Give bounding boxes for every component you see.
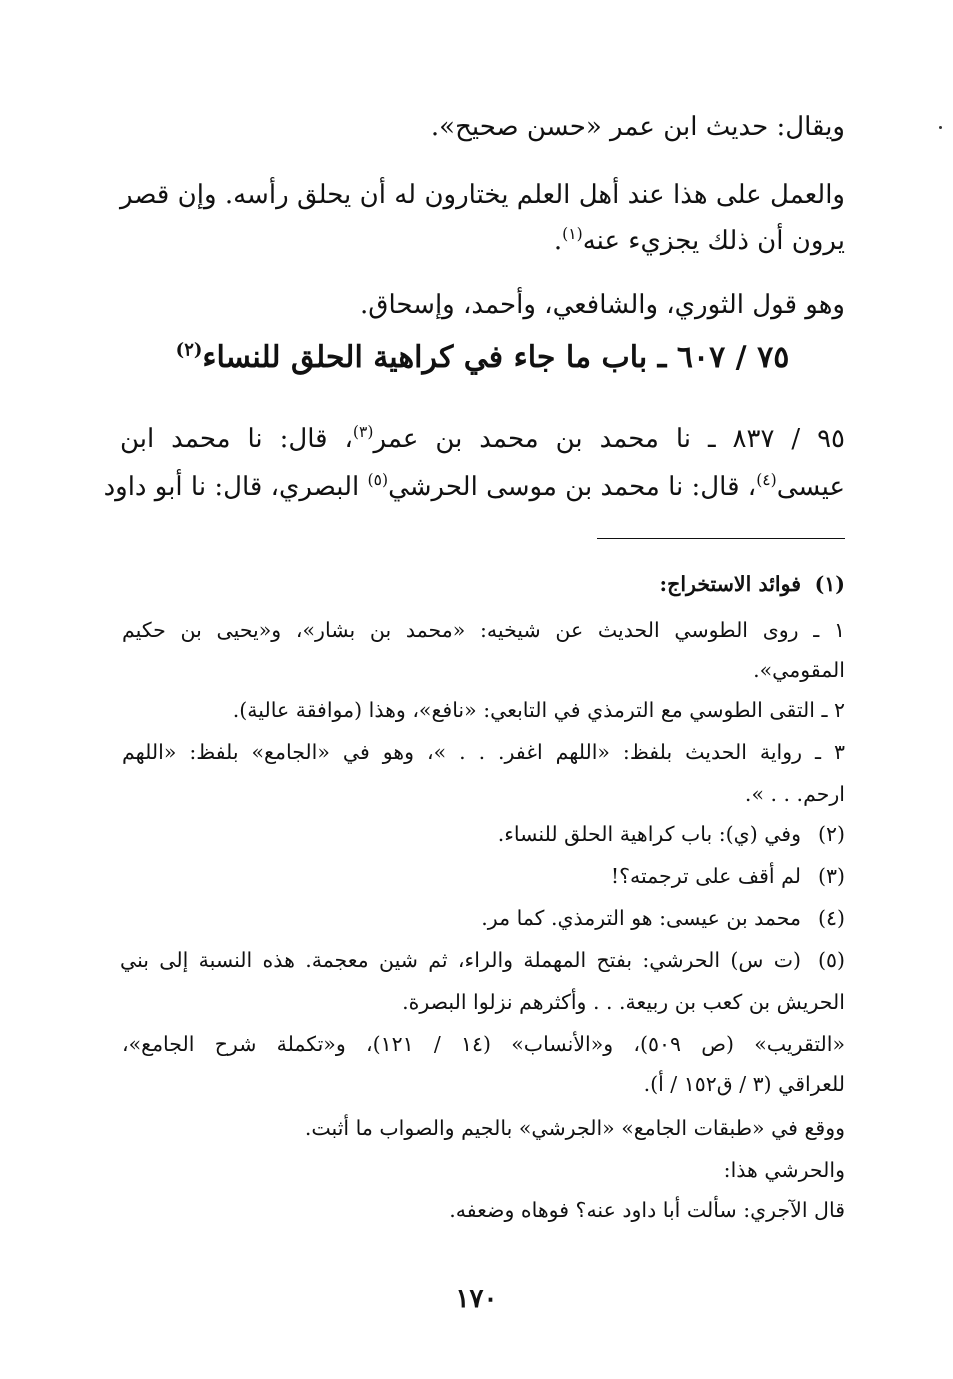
footnote-5-line-7: قال الآجري: سألت أبا داود عنه؟ فوهاه وضعفه. (449, 1198, 845, 1222)
footnote-divider (597, 538, 845, 539)
footnote-3-number: (٣) (817, 864, 845, 888)
main-line-3 (554, 226, 845, 256)
main-line-1: ويقال: حديث ابن عمر «حسن صحيح». (430, 112, 845, 142)
footnote-ref-4: (٤) (756, 470, 777, 489)
main-line-4: وهو قول الثوري، والشافعي، وأحمد، وإسحاق. (360, 290, 845, 320)
footnote-3-text: لم أقف على ترجمته؟! (610, 864, 801, 888)
margin-mark (939, 126, 942, 129)
footnote-5 (120, 948, 845, 978)
footnote-5-line-6: والحرشي هذا: (723, 1158, 845, 1182)
chapter-heading-text: ٧٥ / ٦٠٧ ـ باب ما جاء في كراهية الحلق للنساء (202, 340, 790, 375)
footnote-5-number: (٥) (817, 948, 845, 972)
footnote-1-item-1-line-1: ١ ـ روى الطوسي الحديث عن شيخيه: «محمد بن بشار»، و«يحيى بن حكيم (122, 618, 845, 642)
main-line-5-text-b: ، قال: نا محمد ابن (120, 424, 353, 454)
main-line-3-text: يرون أن ذلك يجزيء عنه (582, 226, 845, 256)
footnote-4-number: (٤) (817, 906, 845, 930)
footnote-1-number: (١) (814, 572, 845, 596)
main-line-5 (120, 424, 845, 454)
main-line-2: والعمل على هذا عند أهل العلم يختارون له أن يحلق رأسه. وإن قصر (120, 180, 845, 210)
footnote-5-line-2: الحريش بن كعب بن ربيعة. . . وأكثرهم نزلوا البصرة. (402, 990, 845, 1014)
footnote-1-title: فوائد الاستخراج: (659, 572, 801, 596)
footnote-5-line-4: للعراقي (٣ / ق١٥٢ / أ). (643, 1072, 845, 1096)
footnote-1-item-3-line-2: ارحم. . . ». (744, 782, 845, 806)
footnote-4-text: محمد بن عيسى: هو الترمذي. كما مر. (481, 906, 801, 930)
footnote-ref-5: (٥) (367, 470, 389, 489)
footnote-2-text: وفي (ي): باب كراهية الحلق للنساء. (497, 822, 801, 846)
main-line-6 (103, 470, 845, 502)
footnote-2-number: (٢) (817, 822, 845, 846)
main-line-5-text-a: ٩٥ / ٨٣٧ ـ نا محمد بن محمد بن عمر (373, 424, 845, 454)
footnote-1-item-3-line-1: ٣ ـ رواية الحديث بلفظ: «اللهم اغفر. . . »، وهو في «الجامع» بلفظ: «اللهم (122, 740, 845, 764)
footnote-5-line-3: «التقريب» (ص ٥٠٩)، و«الأنساب» (١٤ / ١٢١)، و«تكملة شرح الجامع»، (122, 1032, 845, 1056)
footnote-ref-1: (١) (562, 224, 583, 243)
footnote-1-item-2: ٢ ـ التقى الطوسي مع الترمذي في التابعي: «نافع»، وهذا (موافقة عالية). (232, 698, 845, 722)
footnote-ref-3: (٣) (352, 422, 374, 441)
chapter-heading (120, 340, 845, 375)
footnote-5-line-5: ووقع في «طبقات الجامع» «الجرشي» بالجيم والصواب ما أثبت. (304, 1116, 845, 1140)
main-line-6-text-c: البصري، قال: نا أبو داود (103, 472, 368, 502)
footnote-ref-2: (٢) (175, 339, 203, 361)
main-line-6-text-b: ، قال: نا محمد بن موسى الحرشي (388, 472, 757, 502)
main-line-6-text-a: عيسى (776, 472, 845, 502)
main-line-3-end: . (553, 226, 563, 256)
page-number: ١٧٠ (455, 1284, 498, 1314)
footnote-1-item-1-line-2: المقومي». (753, 658, 845, 682)
footnote-5-line-1: (ت س) الحرشي: بفتح المهملة والراء، ثم شين معجمة. هذه النسبة إلى بني (120, 948, 801, 972)
